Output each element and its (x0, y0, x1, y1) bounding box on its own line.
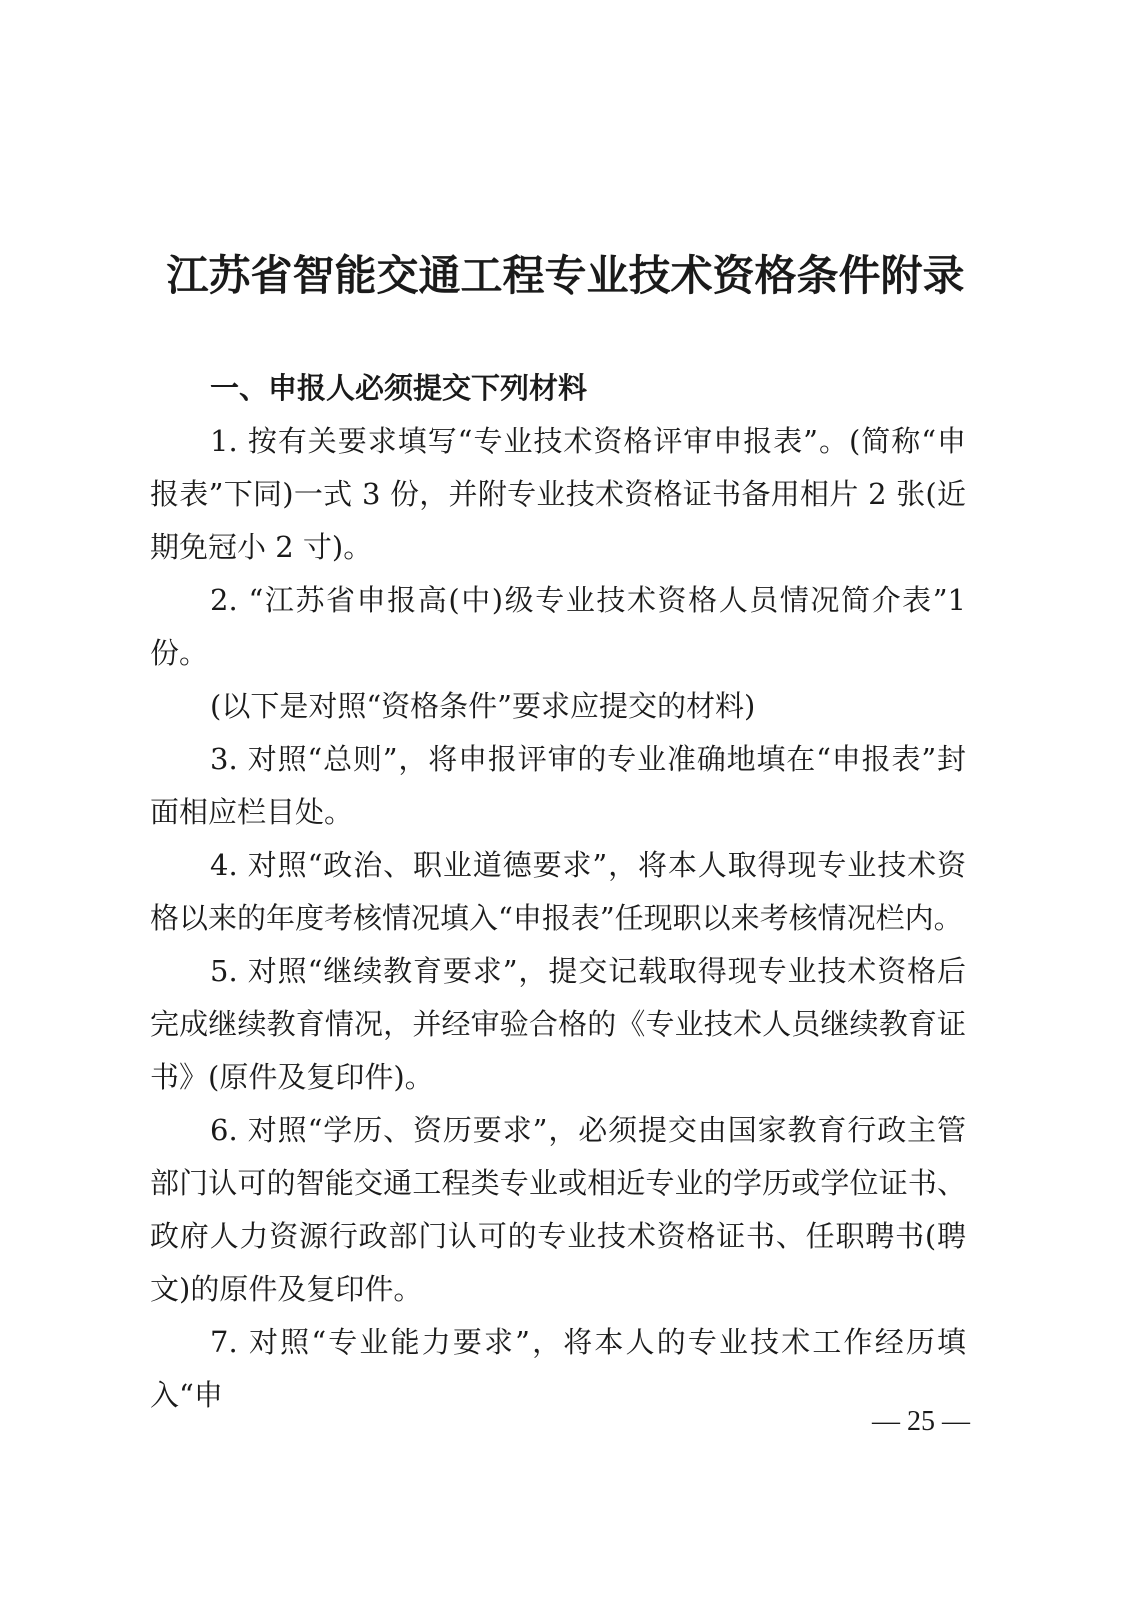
section-heading: 一、申报人必须提交下列材料 (210, 371, 588, 405)
page-title: 江苏省智能交通工程专业技术资格条件附录 (166, 251, 965, 300)
paragraph-note: (以下是对照“资格条件”要求应提交的材料) (210, 689, 756, 723)
paragraph-item-3: 3. 对照“总则”，将申报评审的专业准确地填在“申报表”封面相应栏目处。 (150, 742, 966, 829)
paragraph-item-6: 6. 对照“学历、资历要求”，必须提交由国家教育行政主管部门认可的智能交通工程类专业或相近专业的学历或学位证书、政府人力资源行政部门认可的专业技术资格证书、任职聘书(聘文)的原件及复印件。 (150, 1113, 966, 1306)
paragraph-item-2: 2. “江苏省申报高(中)级专业技术资格人员情况简介表”1份。 (150, 583, 966, 670)
paragraph-item-4: 4. 对照“政治、职业道德要求”，将本人取得现专业技术资格以来的年度考核情况填入“申报表”任现职以来考核情况栏内。 (150, 848, 966, 935)
paragraph-item-1: 1. 按有关要求填写“专业技术资格评审申报表”。(简称“申报表”下同)一式 3 份，并附专业技术资格证书备用相片 2 张(近期免冠小 2 寸)。 (150, 424, 966, 564)
paragraph-item-7: 7. 对照“专业能力要求”，将本人的专业技术工作经历填入“申 (150, 1325, 966, 1412)
document-body (150, 362, 966, 1422)
page-number: — 25 — (872, 1406, 970, 1437)
paragraph-item-5: 5. 对照“继续教育要求”，提交记载取得现专业技术资格后完成继续教育情况，并经审验合格的《专业技术人员继续教育证书》(原件及复印件)。 (150, 954, 966, 1094)
